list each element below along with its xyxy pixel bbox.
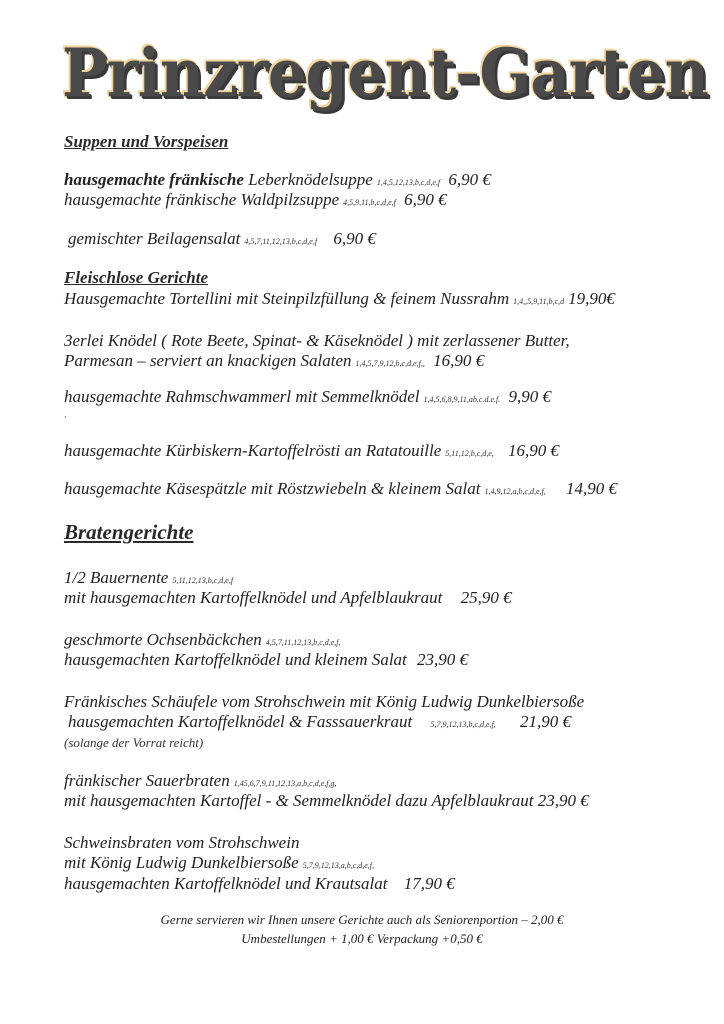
menu-item-schaeufele — [64, 692, 584, 712]
menu-item-leberknoedelsuppe — [64, 170, 491, 190]
item-price: 21,90 € — [520, 712, 572, 731]
item-price: 6,90 € — [333, 229, 376, 248]
allergen-codes: 1,45,6,7,9,11,12,13,a,b,c,d,e,f,g, — [233, 779, 337, 788]
item-price: 6,90 € — [448, 170, 491, 189]
item-name: 3erlei Knödel ( Rote Beete, Spinat- & Käseknödel ) mit zerlassener Butter, — [64, 331, 570, 350]
item-price: 14,90 € — [566, 479, 618, 498]
allergen-codes: 1,4,,5,9,11,b,c,d — [513, 297, 565, 306]
restaurant-title: Prinzregent-Garten — [62, 34, 708, 112]
item-description: Parmesan – serviert an knackigen Salaten — [64, 351, 352, 370]
item-name: hausgemachte fränkische Waldpilzsuppe — [64, 190, 340, 209]
menu-item-waldpilzsuppe — [64, 190, 447, 210]
allergen-codes: 1,4,5,12,13,b,c,d,e,f — [376, 178, 441, 187]
allergen-codes: 5,7,9,12,13,b,c,d,e,f, — [430, 720, 496, 729]
item-price: 25,90 € — [460, 588, 512, 607]
item-name: geschmorte Ochsenbäckchen — [64, 630, 262, 649]
item-price: 9,90 € — [508, 387, 551, 406]
allergen-codes: 1,4,5,6,8,9,11,ab.c.d.e.f. — [423, 395, 501, 404]
menu-item-kuerbiskern-roesti — [64, 441, 559, 461]
menu-item-schweinsbraten-line2 — [64, 853, 378, 873]
item-name: hausgemachte Kürbiskern-Kartoffelrösti an Ratatouille — [64, 441, 442, 460]
allergen-codes: 4,5,9,11,b,c,d,e,f — [343, 198, 396, 207]
menu-item-ochsenbaeckchen-line2 — [64, 650, 468, 670]
allergen-codes: 1,4,5,7,9,12,b,c,d,e,f,, — [355, 359, 425, 368]
menu-item-schweinsbraten-line3 — [64, 874, 455, 894]
item-description: mit König Ludwig Dunkelbiersoße — [64, 853, 299, 872]
availability-note: (solange der Vorrat reicht) — [64, 735, 204, 750]
item-name: 1/2 Bauernente — [64, 568, 169, 587]
menu-item-bauernente — [64, 568, 237, 588]
footer-senior-portion: Gerne servieren wir Ihnen unsere Gerichte auch als Seniorenportion – 2,00 € — [160, 912, 564, 927]
item-price: 17,90 € — [403, 874, 455, 893]
item-description: hausgemachten Kartoffelknödel und kleinem Salat — [64, 650, 407, 669]
item-price: 16,90 € — [508, 441, 560, 460]
item-description: hausgemachten Kartoffelknödel und Krautsalat — [64, 874, 388, 893]
item-price: 19,90€ — [568, 289, 615, 308]
item-name: Fränkisches Schäufele vom Strohschwein mit König Ludwig Dunkelbiersoße — [64, 692, 585, 711]
item-name: gemischter Beilagensalat — [68, 229, 241, 248]
item-name: Leberknödelsuppe — [248, 170, 373, 189]
menu-item-ochsenbaeckchen — [64, 630, 345, 650]
item-price: 6,90 € — [404, 190, 447, 209]
item-name: hausgemachte Käsespätzle mit Röstzwiebeln & kleinem Salat — [64, 479, 481, 498]
item-description: mit hausgemachten Kartoffel - & Semmelknödel dazu Apfelblaukraut — [64, 791, 534, 810]
allergen-codes: 5,11,12,b,c,d,e, — [445, 449, 494, 458]
allergen-codes: 5,7,9,12,13,a,b,c,d,e,f, — [302, 861, 375, 870]
item-name: fränkischer Sauerbraten — [64, 771, 230, 790]
section-heading-vegetarian: Fleischlose Gerichte — [64, 268, 209, 287]
menu-item-schweinsbraten — [64, 833, 299, 853]
item-price: 23,90 € — [417, 650, 469, 669]
item-description: mit hausgemachten Kartoffelknödel und Apfelblaukraut — [64, 588, 443, 607]
footer-fees: Umbestellungen + 1,00 € Verpackung +0,50 € — [241, 931, 483, 946]
menu-item-3erlei-knoedel-line2 — [64, 351, 484, 371]
menu-item-tortellini — [64, 289, 615, 309]
menu-item-beilagensalat — [68, 229, 376, 249]
section-heading-roasts: Bratengerichte — [64, 520, 194, 544]
menu-item-sauerbraten — [64, 771, 340, 791]
item-name: Schweinsbraten vom Strohschwein — [64, 833, 300, 852]
item-name-bold: hausgemachte fränkische — [64, 170, 244, 189]
menu-item-sauerbraten-line2 — [64, 791, 589, 811]
item-price: 16,90 € — [433, 351, 485, 370]
allergen-codes: 4,5,7,11,12,13,b,c,d,e,f, — [265, 638, 341, 647]
menu-item-rahmschwammerl — [64, 387, 551, 407]
item-name: hausgemachte Rahmschwammerl mit Semmelknödel — [64, 387, 420, 406]
allergen-codes: 4,5,7,11,12,13,b,c,d,e,f — [244, 237, 318, 246]
section-heading-soups: Suppen und Vorspeisen — [64, 132, 229, 151]
stray-mark: , — [64, 410, 67, 419]
allergen-codes: 5,11,12,13,b,c,d,e,f — [172, 576, 234, 585]
item-price: 23,90 € — [537, 791, 589, 810]
menu-item-schaeufele-line2 — [68, 712, 571, 732]
item-description: hausgemachten Kartoffelknödel & Fasssauerkraut — [68, 712, 413, 731]
item-name: Hausgemachte Tortellini mit Steinpilzfüllung & feinem Nussrahm — [64, 289, 510, 308]
menu-item-bauernente-line2 — [64, 588, 512, 608]
menu-item-3erlei-knoedel — [64, 331, 570, 351]
allergen-codes: 1,4,9,12,a,b,c,d,e,f, — [484, 487, 546, 496]
menu-item-kaesespaetzle — [64, 479, 617, 499]
